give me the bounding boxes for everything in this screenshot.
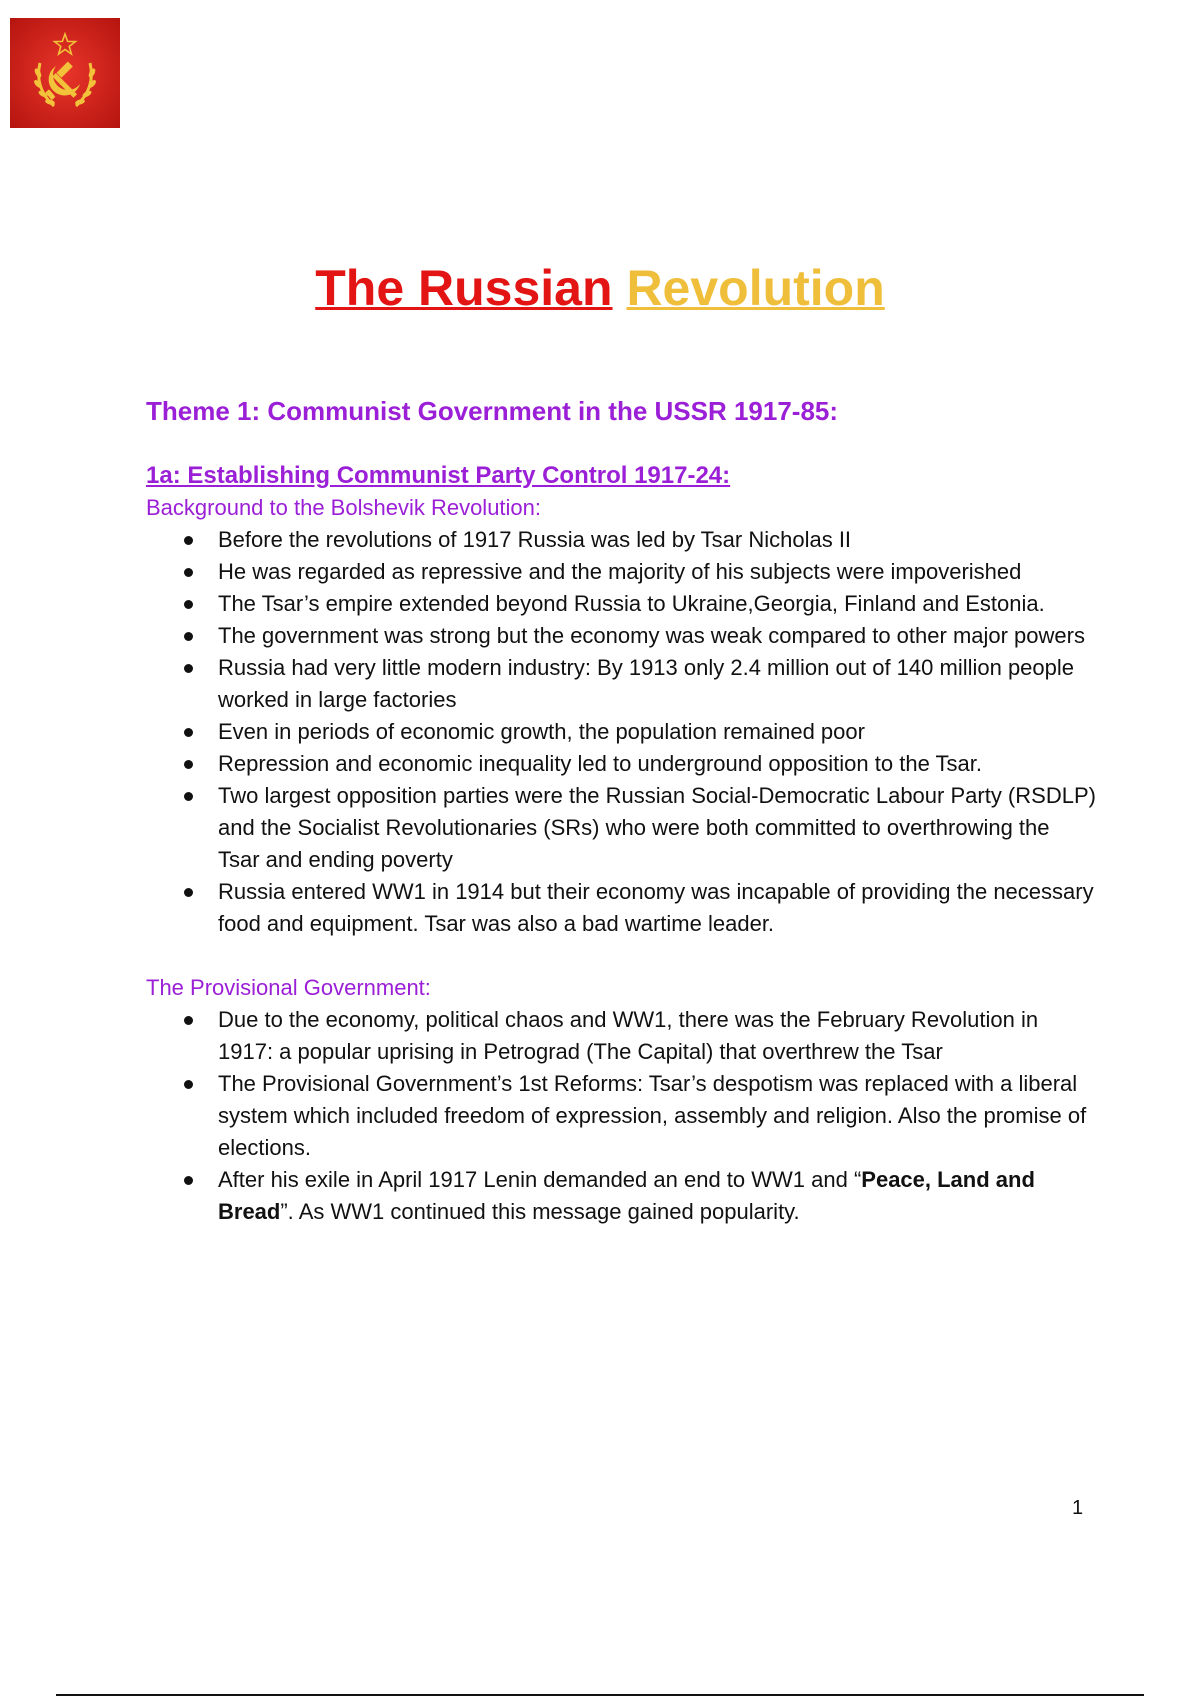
page-number: 1 (1072, 1497, 1084, 1519)
list-item: Due to the economy, political chaos and WW1, there was the February Revolution in 1917: a popular uprising in Petrograd (The Capital) that overthrew the Tsar (146, 1004, 1096, 1068)
theme-heading: Theme 1: Communist Government in the USSR 1917-85: (146, 396, 839, 426)
list-item: Russia had very little modern industry: By 1913 only 2.4 million out of 140 million people worked in large factories (146, 652, 1096, 716)
list-item: Repression and economic inequality led to underground opposition to the Tsar. (146, 748, 1096, 780)
subtheme-heading: 1a: Establishing Communist Party Control 1917-24: (146, 462, 731, 489)
list-item: The government was strong but the economy was weak compared to other major powers (146, 620, 1096, 652)
document-title (0, 258, 1200, 318)
bullet-icon (184, 600, 193, 609)
bullet-icon (184, 888, 193, 897)
list-item: Two largest opposition parties were the Russian Social-Democratic Labour Party (RSDLP) and the Socialist Revolutionaries (SRs) who were both committed to overthrowing the Tsar and ending poverty (146, 780, 1096, 876)
hammer-and-sickle-icon (10, 18, 120, 128)
bullet-icon (184, 1176, 193, 1185)
bullet-icon (184, 728, 193, 737)
page-bottom-divider (56, 1694, 1144, 1696)
bullet-icon (184, 1080, 193, 1089)
list-item: Before the revolutions of 1917 Russia was led by Tsar Nicholas II (146, 524, 1096, 556)
bullet-icon (184, 792, 193, 801)
section-heading-provisional-government: The Provisional Government: (146, 975, 431, 1000)
document-body (146, 394, 1096, 1260)
list-item: After his exile in April 1917 Lenin demanded an end to WW1 and “Peace, Land and Bread”. As WW1 continued this message gained popularity. (146, 1164, 1096, 1228)
list-item: He was regarded as repressive and the majority of his subjects were impoverished (146, 556, 1096, 588)
bullet-icon (184, 760, 193, 769)
bullet-icon (184, 664, 193, 673)
background-bullet-list (146, 524, 1096, 940)
list-item: The Tsar’s empire extended beyond Russia to Ukraine,Georgia, Finland and Estonia. (146, 588, 1096, 620)
provisional-government-bullet-list (146, 1004, 1096, 1228)
peace-land-bread-slogan: Peace, Land and Bread (218, 1167, 1035, 1224)
title-part-russian: The Russian (315, 260, 613, 316)
list-item: Russia entered WW1 in 1914 but their economy was incapable of providing the necessary food and equipment. Tsar was also a bad wartime leader. (146, 876, 1096, 940)
list-item: Even in periods of economic growth, the population remained poor (146, 716, 1096, 748)
title-part-revolution: Revolution (626, 260, 885, 316)
bullet-icon (184, 1016, 193, 1025)
section-heading-background: Background to the Bolshevik Revolution: (146, 495, 542, 520)
soviet-emblem-logo (10, 18, 120, 128)
bullet-icon (184, 536, 193, 545)
bullet-icon (184, 632, 193, 641)
bullet-icon (184, 568, 193, 577)
list-item: The Provisional Government’s 1st Reforms: Tsar’s despotism was replaced with a liberal system which included freedom of expression, assembly and religion. Also the promise of elections. (146, 1068, 1096, 1164)
